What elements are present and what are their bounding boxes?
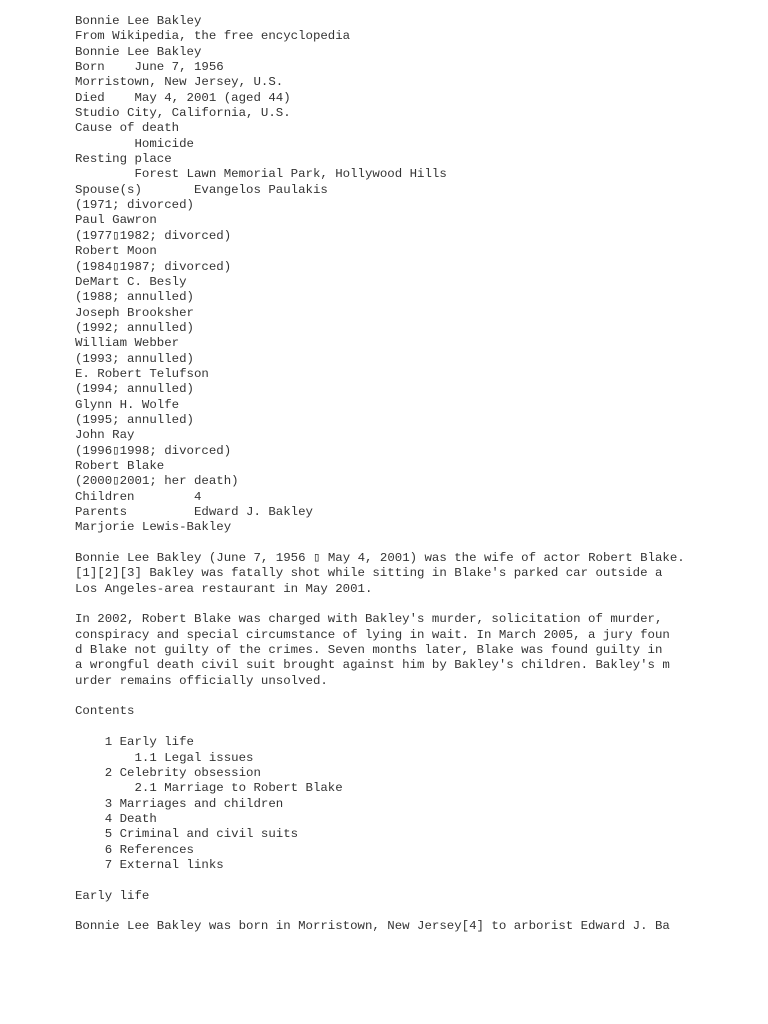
infobox-spouse-3-dates: (1984▯1987; divorced) [75,259,232,274]
infobox-spouse-9-dates: (1996▯1998; divorced) [75,443,232,458]
toc-item: 4 Death [75,811,157,826]
section-heading-early-life: Early life [75,888,150,903]
infobox-spouse-4-dates: (1988; annulled) [75,290,194,305]
title-line: Bonnie Lee Bakley [75,14,202,28]
infobox-deathplace: Studio City, California, U.S. [75,106,291,121]
infobox-resting-value: Forest Lawn Memorial Park, Hollywood Hills [75,167,447,182]
document-text [75,14,685,935]
intro-paragraph-line: Los Angeles-area restaurant in May 2001. [75,581,373,596]
infobox-cause-value: Homicide [75,136,194,151]
infobox-parents-2: Marjorie Lewis-Bakley [75,520,232,535]
contents-heading: Contents [75,704,135,719]
infobox-spouse-8-dates: (1995; annulled) [75,412,194,427]
infobox-spouse-7-dates: (1994; annulled) [75,382,194,397]
infobox-spouse-10-dates: (2000▯2001; her death) [75,474,239,489]
infobox-born: Born June 7, 1956 [75,60,224,75]
infobox-spouse-7: E. Robert Telufson [75,366,209,381]
infobox-spouse-6: William Webber [75,336,180,351]
infobox-spouse-5: Joseph Brooksher [75,305,194,320]
infobox-birthplace: Morristown, New Jersey, U.S. [75,75,284,90]
infobox-children: Children 4 [75,489,202,504]
infobox-died: Died May 4, 2001 (aged 44) [75,90,291,105]
toc-item: 1.1 Legal issues [75,750,254,765]
intro-paragraph-line: Bonnie Lee Bakley (June 7, 1956 ▯ May 4, 2001) was the wife of actor Robert Blake. [75,551,685,566]
toc-item: 5 Criminal and civil suits [75,827,299,842]
infobox-spouse-6-dates: (1993; annulled) [75,351,194,366]
second-paragraph-line: In 2002, Robert Blake was charged with Bakley's murder, solicitation of murder, [75,612,663,627]
infobox-spouse-9: John Ray [75,428,135,443]
second-paragraph-line: urder remains officially unsolved. [75,673,328,688]
infobox-name: Bonnie Lee Bakley [75,44,202,59]
toc-item: 2 Celebrity obsession [75,765,261,780]
toc-item: 3 Marriages and children [75,796,284,811]
infobox-spouse-2-dates: (1977▯1982; divorced) [75,228,232,243]
infobox-spouse-4: DeMart C. Besly [75,274,187,289]
second-paragraph-line: a wrongful death civil suit brought against him by Bakley's children. Bakley's m [75,658,670,673]
infobox-spouse-10: Robert Blake [75,458,165,473]
second-paragraph-line: d Blake not guilty of the crimes. Seven months later, Blake was found guilty in [75,643,663,658]
toc-item: 7 External links [75,857,224,872]
infobox-spouse-3: Robert Moon [75,244,157,259]
infobox-cause-label: Cause of death [75,121,180,136]
infobox-spouse-2: Paul Gawron [75,213,157,228]
infobox-spouse-8: Glynn H. Wolfe [75,397,180,412]
infobox-spouse-1: Spouse(s) Evangelos Paulakis [75,182,328,197]
intro-paragraph-line: [1][2][3] Bakley was fatally shot while sitting in Blake's parked car outside a [75,566,663,581]
infobox-spouse-5-dates: (1992; annulled) [75,320,194,335]
second-paragraph-line: conspiracy and special circumstance of lying in wait. In March 2005, a jury foun [75,627,670,642]
toc-item: 1 Early life [75,735,194,750]
infobox-parents: Parents Edward J. Bakley [75,505,313,519]
toc-item: 2.1 Marriage to Robert Blake [75,781,343,796]
early-life-paragraph-line: Bonnie Lee Bakley was born in Morristown, New Jersey[4] to arborist Edward J. Ba [75,919,670,934]
toc-item: 6 References [75,842,194,857]
infobox-resting-label: Resting place [75,152,172,167]
source-line: From Wikipedia, the free encyclopedia [75,29,351,44]
infobox-spouse-1-dates: (1971; divorced) [75,198,194,213]
